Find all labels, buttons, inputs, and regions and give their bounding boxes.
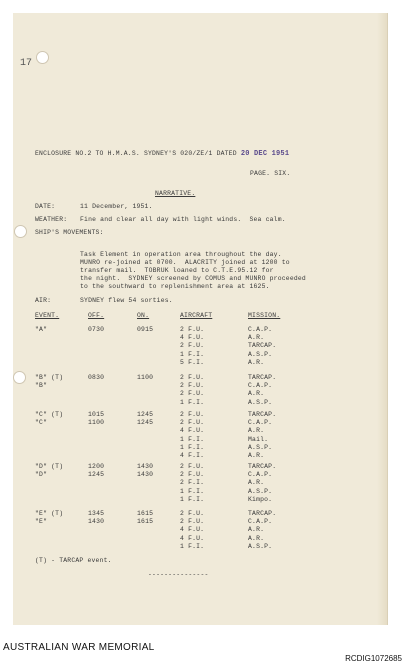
record-id: RCDIG1072685: [345, 654, 402, 663]
cell-off: 0730: [88, 326, 105, 333]
cell-off: 1100: [88, 419, 105, 427]
date-stamp: 20 DEC 1951: [240, 150, 290, 158]
cell-aircraft: 2 F.U.: [180, 510, 205, 517]
cell-event: "E" (T): [35, 510, 64, 517]
cell-mission: A.R.: [248, 390, 265, 398]
cell-mission: C.A.P.: [248, 518, 273, 526]
cell-on: 1245: [137, 411, 154, 418]
cell-mission: TARCAP.: [248, 374, 277, 381]
cell-mission: A.R.: [248, 452, 265, 459]
cell-aircraft: 1 F.I.: [180, 435, 205, 443]
cell-mission: A.R.: [248, 427, 265, 435]
cell-mission: A.S.P.: [248, 487, 273, 495]
narrative-heading: NARRATIVE.: [155, 190, 196, 197]
cell-aircraft: 2 F.U.: [180, 390, 205, 398]
cell-event: "C": [35, 419, 48, 427]
cell-aircraft: 1 F.I.: [180, 495, 205, 503]
cell-aircraft: 1 F.I.: [180, 350, 205, 358]
cell-mission: TARCAP.: [248, 463, 277, 470]
cell-mission: A.R.: [248, 358, 265, 366]
cell-aircraft: 4 F.U.: [180, 427, 205, 435]
enclosure-title-text: ENCLOSURE NO.2 TO H.M.A.S. SYDNEY'S 020/ZE/1 DATED: [35, 150, 237, 157]
cell-mission: A.R.: [248, 334, 265, 342]
cell-on: 0915: [137, 326, 154, 333]
date-value: 11 December, 1951.: [80, 203, 153, 210]
movements-line: transfer mail. TOBRUK loaned to C.T.E.95.12 for: [80, 267, 274, 274]
cell-mission: A.S.P.: [248, 443, 273, 451]
cell-on: 1430: [137, 463, 154, 470]
punch-hole: [14, 225, 27, 238]
cell-aircraft: 2 F.U.: [180, 374, 205, 381]
cell-aircraft: 2 F.U.: [180, 419, 205, 427]
column-header-off: OFF.: [88, 312, 105, 319]
ships-movements-label: SHIP'S MOVEMENTS:: [35, 229, 104, 236]
cell-off: 1430: [88, 518, 105, 526]
punch-hole: [36, 51, 49, 64]
cell-on: 1615: [137, 518, 154, 526]
cell-off: 1245: [88, 471, 105, 479]
cell-off: 1345: [88, 510, 105, 517]
cell-on: 1615: [137, 510, 154, 517]
cell-event: "B" (T): [35, 374, 64, 381]
cell-aircraft: 1 F.I.: [180, 487, 205, 495]
end-rule: ---------------: [148, 571, 209, 578]
column-header-mission: MISSION.: [248, 312, 281, 319]
cell-off: 1200: [88, 463, 105, 470]
cell-mission: Kimpo.: [248, 495, 273, 503]
cell-event: "A": [35, 326, 48, 333]
cell-aircraft: 2 F.U.: [180, 518, 205, 526]
cell-on: 1430: [137, 471, 154, 479]
cell-aircraft: 2 F.U.: [180, 342, 205, 350]
cell-mission: C.A.P.: [248, 471, 273, 479]
cell-mission: TARCAP.: [248, 411, 277, 418]
cell-mission: A.R.: [248, 534, 265, 542]
column-header-on: ON.: [137, 312, 150, 319]
cell-off: 0830: [88, 374, 105, 381]
cell-event: "D": [35, 471, 48, 479]
cell-aircraft: 1 F.I.: [180, 542, 205, 550]
cell-mission: TARCAP.: [248, 342, 277, 350]
enclosure-title: [35, 150, 289, 158]
cell-aircraft: 2 F.U.: [180, 326, 205, 333]
movements-line: the night. SYDNEY screened by COMUS and MUNRO proceeded: [80, 275, 306, 282]
archive-credit: AUSTRALIAN WAR MEMORIAL: [3, 642, 155, 653]
footnote: (T) - TARCAP event.: [35, 557, 112, 564]
cell-mission: A.R.: [248, 479, 265, 487]
cell-mission: A.S.P.: [248, 398, 273, 406]
cell-aircraft: 4 F.U.: [180, 334, 205, 342]
cell-event: "B": [35, 382, 48, 390]
cell-mission: A.R.: [248, 526, 265, 534]
cell-mission: A.S.P.: [248, 350, 273, 358]
cell-on: 1100: [137, 374, 154, 381]
column-header-aircraft: AIRCRAFT: [180, 312, 213, 319]
cell-off: 1015: [88, 411, 105, 418]
air-value: SYDNEY flew 54 sorties.: [80, 297, 173, 304]
cell-aircraft: 2 F.U.: [180, 411, 205, 418]
cell-mission: TARCAP.: [248, 510, 277, 517]
page-mark: 17: [20, 58, 33, 69]
movements-line: MUNRO re-joined at 0700. ALACRITY joined at 1200 to: [80, 259, 290, 266]
cell-aircraft: 4 F.U.: [180, 534, 205, 542]
cell-mission: C.A.P.: [248, 326, 273, 333]
cell-aircraft: 4 F.I.: [180, 452, 205, 459]
cell-event: "C" (T): [35, 411, 64, 418]
cell-mission: C.A.P.: [248, 382, 273, 390]
cell-mission: Mail.: [248, 435, 269, 443]
cell-aircraft: 4 F.U.: [180, 526, 205, 534]
cell-mission: C.A.P.: [248, 419, 273, 427]
cell-aircraft: 2 F.U.: [180, 463, 205, 470]
weather-value: Fine and clear all day with light winds. Sea calm.: [80, 216, 286, 223]
movements-line: Task Element in operation area throughout the day.: [80, 251, 282, 258]
air-label: AIR:: [35, 297, 52, 304]
cell-event: "D" (T): [35, 463, 64, 470]
date-label: DATE:: [35, 203, 56, 210]
column-header-event: EVENT.: [35, 312, 60, 319]
cell-event: "E": [35, 518, 48, 526]
movements-line: to the southward to replenishment area at 1625.: [80, 283, 270, 290]
cell-aircraft: 2 F.U.: [180, 471, 205, 479]
cell-aircraft: 1 F.I.: [180, 398, 205, 406]
cell-aircraft: 2 F.I.: [180, 479, 205, 487]
cell-on: 1245: [137, 419, 154, 427]
page-number: PAGE. SIX.: [250, 170, 291, 177]
weather-label: WEATHER:: [35, 216, 68, 223]
punch-hole: [13, 371, 26, 384]
cell-aircraft: 5 F.I.: [180, 358, 205, 366]
cell-aircraft: 1 F.I.: [180, 443, 205, 451]
cell-mission: A.S.P.: [248, 542, 273, 550]
cell-aircraft: 2 F.U.: [180, 382, 205, 390]
